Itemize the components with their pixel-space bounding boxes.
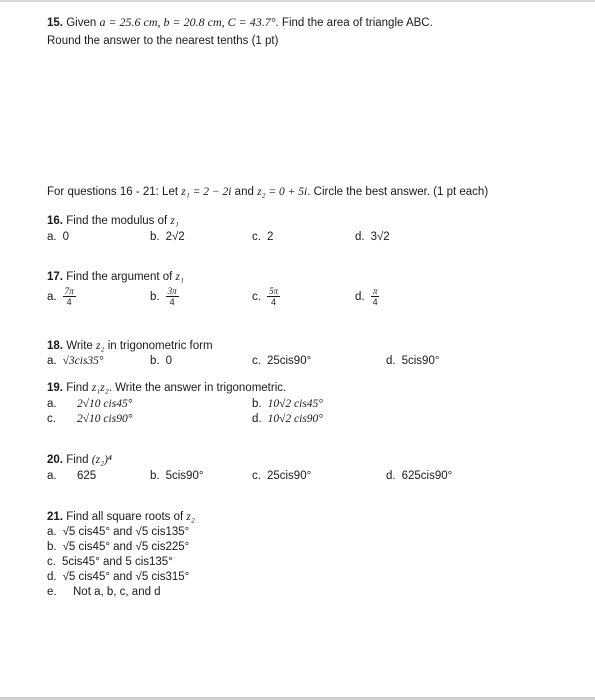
option-letter: c. xyxy=(252,291,261,303)
option-19c[interactable] xyxy=(47,412,132,426)
option-letter: d. xyxy=(355,291,365,303)
variable: z₂ xyxy=(96,340,105,352)
option-text: Not a, b, c, and d xyxy=(73,586,161,598)
option-17c[interactable] xyxy=(252,286,280,308)
option-letter: c. xyxy=(47,413,56,425)
variable: z₂ xyxy=(186,511,195,523)
denominator: 4 xyxy=(270,297,276,308)
option-letter: a. xyxy=(47,291,57,303)
z1-definition: z₁ = 2 − 2i xyxy=(181,186,232,198)
option-letter: d. xyxy=(355,231,365,243)
question-prompt-rest: in trigonometric form xyxy=(107,340,213,352)
question-suffix: . Find the area of triangle ABC. xyxy=(275,17,433,29)
option-text: 2√10 cis45° xyxy=(77,398,133,410)
variable: z₁ xyxy=(175,271,185,283)
option-17d[interactable] xyxy=(355,286,380,308)
option-text: 2 xyxy=(266,231,274,243)
option-letter: c. xyxy=(252,231,261,243)
option-text: 2√2 xyxy=(165,231,185,243)
option-text: 0 xyxy=(62,231,69,243)
option-text: √5 cis45° and √5 cis225° xyxy=(62,541,190,553)
option-19b[interactable] xyxy=(252,397,323,411)
numerator: 7π xyxy=(64,286,74,297)
option-letter: a. xyxy=(47,398,57,410)
option-letter: c. xyxy=(252,470,261,482)
question-number: 15. xyxy=(47,17,63,29)
intro-instructions: . Circle the best answer. (1 pt each) xyxy=(307,186,489,198)
option-20c[interactable] xyxy=(252,469,311,483)
option-16a[interactable] xyxy=(47,230,69,244)
option-19d[interactable] xyxy=(252,412,323,426)
question-18 xyxy=(47,339,213,353)
question-prompt: Find the modulus of xyxy=(66,215,168,227)
option-20a[interactable] xyxy=(47,469,96,483)
option-20d[interactable] xyxy=(386,469,452,483)
option-text: 625cis90° xyxy=(401,470,453,482)
question-17 xyxy=(47,270,184,284)
option-letter: c. xyxy=(47,556,56,568)
question-prompt: Find xyxy=(66,382,89,394)
option-16c[interactable] xyxy=(252,230,273,244)
option-18c[interactable] xyxy=(252,354,311,368)
option-18b[interactable] xyxy=(150,354,172,368)
expression: (z₂)⁴ xyxy=(91,454,112,466)
denominator: 4 xyxy=(372,297,378,308)
option-text: 0 xyxy=(165,355,172,367)
option-17a[interactable] xyxy=(47,286,76,308)
question-16 xyxy=(47,214,179,228)
option-letter: d. xyxy=(252,413,262,425)
given-values: a = 25.6 cm, b = 20.8 cm, C = 43.7° xyxy=(99,15,276,29)
option-text: 625 xyxy=(77,470,97,482)
denominator: 4 xyxy=(169,297,175,308)
option-21e[interactable] xyxy=(47,585,161,599)
option-text: √5 cis45° and √5 cis135° xyxy=(62,526,190,538)
question-19 xyxy=(47,381,286,395)
fraction xyxy=(371,286,380,307)
option-21d[interactable] xyxy=(47,570,189,584)
top-edge xyxy=(0,0,595,2)
question-prompt-rest: . Write the answer in trigonometric. xyxy=(108,382,287,394)
question-number: 18. xyxy=(47,340,63,352)
option-text: 5cis90° xyxy=(165,470,204,482)
denominator: 4 xyxy=(66,297,72,308)
question-number: 19. xyxy=(47,382,63,394)
question-prompt: Find the argument of xyxy=(66,271,173,283)
question-prefix: Given xyxy=(66,17,97,29)
option-letter: b. xyxy=(252,398,262,410)
option-letter: b. xyxy=(47,541,57,553)
questions-intro xyxy=(47,185,488,199)
option-letter: a. xyxy=(47,355,57,367)
option-text: 5cis45° and 5 cis135° xyxy=(61,556,173,568)
option-letter: d. xyxy=(386,355,396,367)
option-21c[interactable] xyxy=(47,555,173,569)
variable: z₁z₂ xyxy=(91,382,109,394)
option-letter: c. xyxy=(252,355,261,367)
option-text: √3cis35° xyxy=(62,355,104,367)
question-number: 21. xyxy=(47,511,63,523)
question-number: 17. xyxy=(47,271,63,283)
option-text: 5cis90° xyxy=(401,355,440,367)
option-text: 2√10 cis90° xyxy=(77,413,133,425)
option-letter: e. xyxy=(47,586,57,598)
option-letter: b. xyxy=(150,355,160,367)
question-15-line2: Round the answer to the nearest tenths (1 pt) xyxy=(47,35,279,47)
option-21b[interactable] xyxy=(47,540,189,554)
z2-definition: z₂ = 0 + 5i xyxy=(257,186,308,198)
option-text: 10√2 cis45° xyxy=(267,398,323,410)
question-prompt: Write xyxy=(66,340,93,352)
numerator: π xyxy=(372,286,378,297)
intro-and: and xyxy=(234,186,254,198)
option-17b[interactable] xyxy=(150,286,179,308)
question-15 xyxy=(47,15,433,30)
option-18a[interactable] xyxy=(47,354,104,368)
option-text: 25cis90° xyxy=(266,470,312,482)
option-text: 25cis90° xyxy=(266,355,312,367)
question-prompt: Find all square roots of xyxy=(66,511,184,523)
option-text: 10√2 cis90° xyxy=(267,413,323,425)
fraction xyxy=(63,286,76,307)
fraction xyxy=(267,286,280,307)
option-text: 3√2 xyxy=(370,231,390,243)
option-letter: d. xyxy=(386,470,396,482)
option-letter: b. xyxy=(150,231,160,243)
option-text: √5 cis45° and √5 cis315° xyxy=(62,571,190,583)
option-19a[interactable] xyxy=(47,397,132,411)
numerator: 5π xyxy=(268,286,278,297)
question-prompt: Find xyxy=(66,454,89,466)
question-number: 16. xyxy=(47,215,63,227)
option-letter: b. xyxy=(150,470,160,482)
numerator: 3π xyxy=(167,286,177,297)
question-number: 20. xyxy=(47,454,63,466)
option-letter: a. xyxy=(47,470,57,482)
option-21a[interactable] xyxy=(47,525,189,539)
fraction xyxy=(166,286,179,307)
variable: z₁ xyxy=(170,215,179,227)
question-20 xyxy=(47,453,112,467)
option-16b[interactable] xyxy=(150,230,185,244)
option-20b[interactable] xyxy=(150,469,203,483)
intro-text: For questions 16 - 21: Let xyxy=(47,186,179,198)
option-letter: a. xyxy=(47,231,57,243)
option-16d[interactable] xyxy=(355,230,390,244)
option-letter: d. xyxy=(47,571,57,583)
option-letter: a. xyxy=(47,526,57,538)
option-18d[interactable] xyxy=(386,354,439,368)
question-21 xyxy=(47,510,195,524)
option-letter: b. xyxy=(150,291,160,303)
